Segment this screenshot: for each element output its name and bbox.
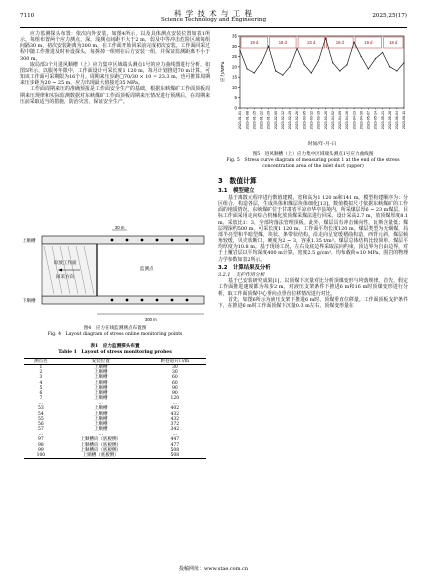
table-1 [24,358,206,459]
table-cell: 4 [39,380,43,386]
y-tick-label: 25 [231,54,237,60]
stress-data-point [254,72,255,73]
table-cell: 30 [171,365,178,371]
stress-data-point [289,66,290,67]
figure-5-caption: 图5 进风顺槽（上）应力集中区域端头测点1号应力曲线图 Fig. 5 Stress curve diagram of measuring point 1 at the end of the stress concentration area of the inlet duct (upper) [226,152,400,169]
subsection-heading: 3.2 计算结果及分析 [218,264,271,271]
journal-title-en: Science Technology and Engineering [160,17,267,23]
table-cell: 60 [171,375,178,381]
table-cell: 372 [170,421,180,427]
stress-curve-chart [218,30,408,148]
table-cell: 447 [170,437,180,443]
table-cell: 120 [170,396,180,402]
table-cell: 98 [38,442,44,448]
stress-data-point [368,68,369,69]
x-tick-label: 2023-06-04 [395,111,400,130]
stress-data-point [282,74,283,75]
table-cell: 上顺槽 [93,411,108,417]
paragraph: 取局部3个月进风顺槽（上）应力集中区域端头测点1号的应力曲线图进行分析，如图5所示，以服务年限中，工作面设计可采长度1 120 m，每月计划推进70 m计算。可知该工作面可采期限为16个月。周期来压步距□70/30 × 10 = 23.3 m，也可推算周期来压步距为20 ~ 25 m，应力出现最大值接近35 MPa。 [20,61,210,87]
table-cell: 7 [39,396,43,402]
stress-series-line [240,38,404,75]
x-tick-label: 2023-01-15 [252,111,257,130]
stress-data-point [332,62,333,63]
paragraph: 应力监测探头布置：依次向外安装，如图4所示，以及具体测点安装位置如表1所示。每组布置两个应力测点，深、浅测点间距不大于2 m，弱及中等冲击危险区域每组间隔30 m，初次安装距离为300 m，在工作面开始回采前完成初次安装。工作面回采过程中随工作推进及时补设探头，每拆掉一组则在后方安装一组，并保证监测距离不小于300 m。 [20,31,210,62]
table-cell: 97 [38,437,44,443]
stress-data-point [318,60,319,61]
stress-data-point [304,64,305,65]
stress-data-point [275,70,276,71]
table-cell: 432 [170,411,180,417]
subsubsection-heading: 3.2.1 支护作用分析 [218,271,265,278]
x-tick-label: 2023-05-21 [380,111,385,130]
stress-data-point [268,46,269,47]
x-tick-label: 2023-03-26 [323,111,328,130]
left-column-text [20,31,210,105]
upper-roadway [42,236,204,244]
stress-data-point [389,66,390,67]
table-cell: 53 [38,406,44,412]
y-tick-label: 30 [231,43,237,49]
footer-url: 投稿网址：www.stae.com.cn [178,566,249,572]
x-tick-label: 2023-02-12 [280,111,285,130]
label-mining-direction: 回采方向 [56,274,74,279]
paragraph: 基于已安装研究成果[1]，以顶煤下沉量对比分析顶煤变形与垮落规律。首先，假定工作面推进速度都为每步2 m，对液压支架条件下推进6 m和16 m时顶煤变形进行分析，取工作面顶煤中心垂向点垂直位移情况进行对比。 [218,278,408,297]
stress-data-point [239,50,240,51]
table-cell: 上顺槽（底板侧） [58,453,144,459]
table-cell: 2 [39,370,43,376]
period-annotation: 18 d [389,40,398,45]
stress-data-point [325,37,326,38]
table-cell: 432 [170,416,180,422]
x-tick-label: 2023-05-28 [387,111,392,130]
table-cell: 上顺槽 [93,370,108,376]
section-heading: 3 数值计算 [218,177,257,185]
stress-data-point [311,72,312,73]
stress-data-point [396,70,397,71]
x-tick-label: 2023-01-29 [266,111,271,130]
table-cell: … [98,432,103,438]
x-tick-label: 2023-04-02 [330,110,335,130]
table-cell: 5 [39,385,43,391]
table-cell: … [172,401,178,407]
page-number: 7110 [20,13,35,19]
table-cell: 上顺槽 [93,390,108,396]
table-cell: 60 [171,380,178,386]
table-cell: 100 [24,453,58,459]
label-distance-b: 300 m [145,317,157,322]
header-rule [20,27,407,28]
right-column-text [218,176,408,309]
table-cell: … [38,401,44,407]
subsection-heading: 3.1 模型建立 [218,188,255,194]
plot-area [240,36,404,108]
table-cell: 3 [39,375,43,381]
table-cell: 90 [171,385,178,391]
period-annotation: 23 d [307,40,316,45]
y-axis-label: 应力/MPa [221,61,226,83]
x-tick-label: 2023-02-19 [288,111,293,130]
issue-info: 2025,25(17) [372,13,407,19]
y-tick-label: 0 [234,105,237,111]
table-cell: 1 [39,365,43,371]
stress-data-point [353,42,354,43]
table-cell: 477 [170,442,180,448]
x-tick-label: 2023-03-19 [316,111,321,130]
x-tick-label: 2023-04-30 [359,111,364,130]
table-cell: 56 [38,421,44,427]
y-tick-label: 20 [231,64,237,70]
label-measuring-point: 监测点 [140,266,154,271]
table-cell: 上顺槽向（底板侧） [80,437,121,443]
paragraph: 工作面周期来压的准确预报是工作面安全生产的基础，根据东峡煤矿工作面顶板周期来压规律和实际监测数据对东峡煤矿工作面顶板周期来压情况进行预测后，在周期来压前采取适当的措施，防治灾害，保证安全生产。 [20,86,210,105]
period-annotation: 19 d [250,40,259,45]
table-cell: 54 [38,411,44,417]
label-distance-a: 30 m [115,225,125,230]
table-cell: 上顺槽向（底板侧） [80,447,121,453]
figure-4-caption: 图4 应力在线监测测点布置图 Fig. 4 Layout diagram of stress online monitoring points [47,326,183,337]
x-tick-label: 2023-05-07 [366,111,371,130]
paragraph: 基于离散元程序进行数值建模，宽和高为1 120 m和141 m。模型构建顺序为：分区组合，构造各层，生成块体和煤层块体细化[13]。数值模拟尺寸依据东峡煤矿的工作面的地质情况，东峡煤矿位于甘肃省平凉市华亭县境内，所采煤层厚6 ~ 23 m煤层，目标工作面采用走向综合机械化放顶煤采煤法进行回采，设计采高2.7 m，放顶煤厚度8.1 m，采放比1：3，全部垮落法管理顶板。此外，煤层具有冲击倾向性，瓦斯含量低；煤层埋深约500 m，可采长度1 120 m，工作面平均长度120 m。煤层类型为无烟煤，局部半亮型和半暗型煤，块状、条带状结构。沿走向呈宽缓褶曲构造，西背元斜，煤层倾角较缓，贝壳状断口，硬度为2 ~ 3，容重1.35 t/m³。煤层总体结构比较简单，煤层平均厚度为10.8 m。基于现场工况，左右及底边界采取法向约束，顶边界为自由边界，对于上覆岩层以平均深度400 m计算，密度2.5 g/cm³，均布载荷≈10 MPa。围岩的物理力学参数如表2所示。 [218,195,408,263]
table-header: 安装位置 [58,359,144,365]
y-tick-label: 10 [231,84,237,90]
table-cell: 57 [38,427,44,433]
table-cell: 上顺槽 [93,421,108,427]
table-cell: 上顺槽 [93,396,108,402]
table-row [24,453,206,459]
table-cell: 55 [38,416,44,422]
table-cell: 上顺槽 [93,427,108,433]
stress-data-point [375,58,376,59]
stress-data-point [339,70,340,71]
stress-data-point [296,48,297,49]
stress-data-point [247,68,248,69]
table-cell: 上顺槽 [93,365,108,371]
x-tick-label: 2023-02-26 [295,111,300,130]
x-tick-label: 2023-05-14 [373,111,378,130]
y-tick-label: 5 [234,95,237,101]
table-header: 测点名 [24,359,58,365]
x-tick-label: 2023-03-12 [309,111,314,130]
stress-data-point [361,56,362,57]
x-axis-label: 时间/年-月-日 [307,142,337,147]
table-cell: 342 [170,427,180,433]
x-tick-label: 2023-01-01 [238,111,243,130]
table-cell: … [38,432,44,438]
x-tick-label: 2023-04-09 [338,110,343,130]
table-cell: … [98,401,103,407]
table-1-title: 表1 应力监测探头布置 Table 1 Layout of stress monitoring probes [58,344,172,355]
table-cell: 99 [38,447,44,453]
x-tick-label: 2023-01-08 [245,111,250,130]
journal-title: 科 学 技 术 与 工 程 [174,9,253,18]
period-annotation: 18 d [335,40,344,45]
paragraph: 首先，如图6所示为液压支架下推进6 m时，顶煤垂直位移量。工作面顶板支护条件下，在推进6 m时工作面顶煤下沉量0.3 m左右，顶煤变形量在 [218,296,408,309]
table-cell: 402 [170,406,180,412]
x-tick-label: 2023-06-11 [402,111,407,130]
stress-data-point [382,52,383,53]
period-annotation: 19 d [364,40,373,45]
label-face: 综放工作面 [54,260,77,265]
table-cell: 上顺槽 [93,406,108,412]
table-cell: 30 [171,370,178,376]
label-lower-roadway: 下顺槽 [22,298,36,303]
table-cell: 上顺槽 [93,385,108,391]
lower-roadway [42,296,204,304]
period-annotation: 18 d [278,40,287,45]
x-tick-label: 2023-01-22 [259,111,264,130]
stress-monitoring-layout-diagram [20,224,210,324]
figure-5 [218,30,408,148]
table-cell: 上顺槽 [93,416,108,422]
table-cell: 6 [39,390,43,396]
label-upper-roadway: 上顺槽 [22,238,36,243]
stress-data-point [261,62,262,63]
figure-4 [20,224,210,324]
x-tick-label: 2023-03-05 [302,111,307,130]
stress-data-point [346,64,347,65]
table-cell: … [172,432,178,438]
table-cell: 508 [170,447,180,453]
x-tick-label: 2023-02-05 [273,111,278,130]
table-cell: 90 [171,390,178,396]
table-cell: 508 [144,453,206,459]
x-tick-label: 2023-04-23 [352,111,357,130]
y-tick-label: 15 [231,74,237,80]
table-cell: 上顺槽 [93,375,108,381]
table-header: 距巷道开口/m [144,359,206,365]
table-cell: 上顺槽 [93,380,108,386]
stress-data-point [403,62,404,63]
y-tick-label: 35 [231,33,237,39]
table-cell: 上顺槽向（底板侧） [80,442,121,448]
x-tick-label: 2023-04-16 [345,111,350,130]
